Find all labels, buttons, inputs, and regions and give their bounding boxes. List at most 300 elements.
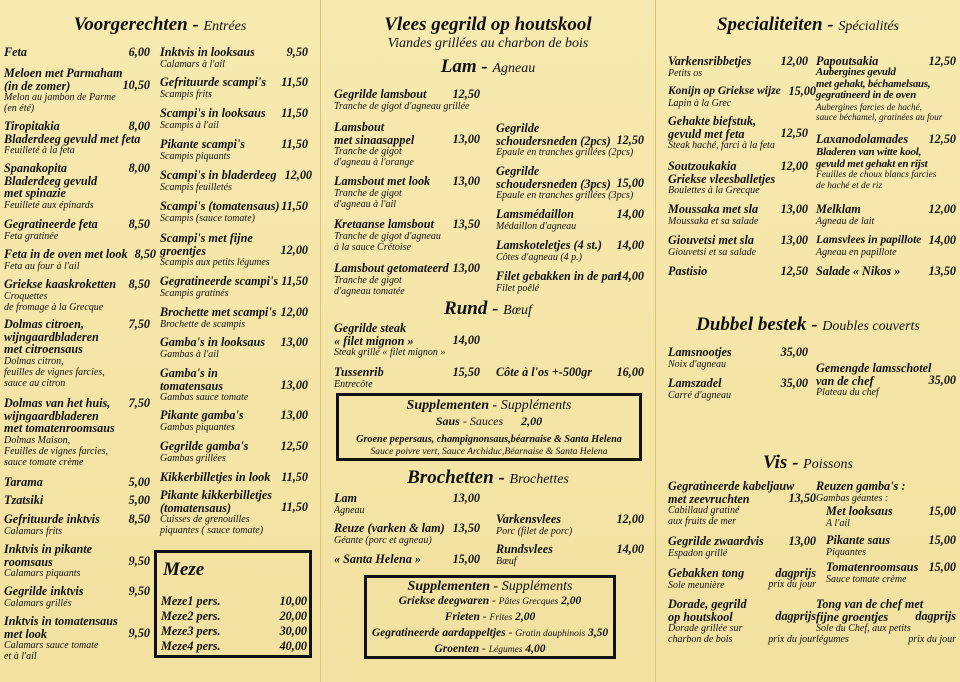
dish: [826, 534, 956, 558]
meze-title: Meze: [163, 559, 205, 580]
dish: [816, 67, 956, 122]
dish-name: Scampi's met fijne groentjes: [160, 231, 253, 258]
sauce-list-fr: Sauce poivre vert, Sauce Archiduc,Béarnaise & Santa Helena: [370, 446, 608, 457]
dish-name: Meze1 pers.: [161, 594, 221, 608]
dish-price: 12,50: [452, 87, 480, 101]
dish: [160, 489, 308, 536]
dish-price: 15,00: [928, 560, 956, 574]
dish-name: Gegrilde schoudersneden (3pcs): [496, 164, 611, 191]
dish-price: 30,00: [279, 624, 307, 638]
dish-price: 13,50: [452, 521, 480, 535]
dish: [668, 377, 808, 401]
dish-name: Lamsvlees in papillote: [816, 234, 922, 246]
sauce-name: Saus: [435, 414, 460, 428]
dish-price: 35,00: [780, 345, 808, 359]
dish-price: 12,00: [280, 305, 308, 319]
dish: [816, 265, 956, 278]
price-of-day: prix du jour: [768, 634, 816, 645]
dish-desc: Calamars grillés: [4, 597, 72, 609]
dish-desc: Gambas grillées: [160, 452, 226, 464]
dish-price: 13,00: [280, 378, 308, 392]
dish-name: Aubergines gevuld met gehakt, béchamelsaus, gegratineerd in de oven: [816, 66, 931, 101]
dish-price: 11,50: [281, 470, 308, 484]
dish-name: Griekse kaaskroketten: [4, 277, 117, 291]
dish-name: Meze3 pers.: [161, 624, 221, 638]
dish: [826, 561, 956, 585]
dish-price: 14,00: [616, 269, 644, 283]
dish: [816, 234, 956, 258]
dish-name: Gegrilde schoudersneden (2pcs): [496, 121, 611, 148]
dish-desc: Piquantes: [826, 546, 866, 558]
dish: [496, 165, 644, 201]
dish-desc: Cabillaud gratiné aux fruits de mer: [668, 505, 740, 527]
dish: [160, 336, 308, 360]
dish: [816, 133, 956, 146]
dish-price: 11,50: [281, 500, 308, 514]
dish-price: 14,00: [616, 238, 644, 252]
supp-name-fr: Pâtes Grecques: [498, 597, 559, 607]
dish-price: 11,50: [281, 199, 308, 213]
dish: [496, 513, 644, 537]
dish-name: Laxanodolamades: [816, 132, 909, 146]
dish-price: 8,00: [128, 161, 150, 175]
dish: [4, 278, 150, 313]
meze-box: [154, 550, 312, 658]
dish-price: 12,00: [928, 202, 956, 216]
dish-price: 12,00: [616, 512, 644, 526]
dish-price: 12,50: [928, 132, 956, 146]
dish-price: 8,50: [128, 277, 150, 291]
sauce-price: 2,00: [521, 414, 543, 428]
dish-price: 13,00: [452, 491, 480, 505]
dish-price: 7,50: [128, 317, 150, 331]
supp-title-nl: Supplementen: [407, 579, 491, 594]
dish-name: Gegrilde steak « filet mignon »: [334, 321, 414, 348]
dish: [160, 471, 308, 484]
dish: [816, 146, 956, 191]
dish: [4, 615, 150, 662]
supplement-line: Griekse deegwaren - Pâtes Grecques 2,00: [398, 595, 582, 607]
dish-desc: Filet poêlé: [496, 282, 540, 294]
brochetten-title-fr: Brochettes: [509, 472, 569, 487]
dish-desc: Sauce tomate crème: [826, 573, 907, 585]
dish-price: 6,00: [128, 45, 150, 59]
lam-title-fr: Agneau: [492, 61, 536, 76]
supp-price: 2,00: [561, 595, 582, 607]
dish-name: Gefrituurde scampi's: [160, 75, 266, 89]
dish-name: « Santa Helena »: [334, 552, 422, 566]
sauce-list-nl: Groene pepersaus, champignonsaus,béarnaise & Santa Helena: [356, 434, 622, 445]
dish: [668, 567, 816, 591]
dish-price: 10,00: [279, 594, 307, 608]
dish: [816, 362, 956, 398]
dish-desc: Scampis piquants: [160, 150, 231, 162]
dish-name: Gegrilde gamba's: [160, 439, 249, 453]
dish-price: 7,50: [128, 396, 150, 410]
dish: [668, 55, 808, 79]
dish-name: Papoutsakia: [816, 54, 879, 68]
dish-desc: Steak haché, farci à la feta: [668, 140, 775, 151]
dish-price: 12,50: [616, 133, 644, 147]
dish: [4, 46, 150, 59]
dish-desc: Calamars piquants: [4, 568, 81, 579]
dish-desc: Feuilles de choux blancs farcies de haché et de riz: [816, 170, 937, 191]
dish-name: Gamba's in looksaus: [160, 335, 265, 349]
dish-price: 5,00: [128, 475, 150, 489]
dish-desc: Géante (porc et agneau): [334, 534, 432, 546]
supplement-line: Groenten - Légumes 4,00: [434, 643, 546, 655]
dish-price: 13,50: [788, 491, 816, 505]
dish-price: 35,00: [780, 376, 808, 390]
dish-name: Tomatenroomsaus: [826, 560, 919, 574]
dish-name: Gegratineerde kabeljauw met zeevruchten: [668, 479, 795, 506]
dish-desc: Scampis aux petits légumes: [160, 257, 270, 268]
dish: [334, 522, 480, 546]
dish-price: dagprijs: [915, 609, 956, 623]
dish-name: Dorade, gegrild op houtskool: [668, 597, 747, 624]
vis-title-fr: Poissons: [803, 457, 853, 472]
dish-name: Moussaka met sla: [668, 202, 759, 216]
dish-desc: Aubergines farcies de haché, sauce béchamel, gratinées au four: [816, 101, 943, 122]
specialiteiten-column: [660, 0, 960, 682]
dish-desc: Croquettes de fromage à la Grecque: [4, 290, 104, 313]
dish-name: Gegrilde inktvis: [4, 584, 84, 598]
dish-desc: Agneau: [334, 504, 365, 516]
dish-desc: Boulettes à la Grecque: [668, 185, 760, 196]
dish: [334, 492, 480, 516]
brochetten-title-nl: Brochetten: [407, 467, 494, 488]
dish: [160, 440, 308, 464]
price-of-day: prix du jour: [768, 579, 816, 590]
dish: [160, 232, 308, 268]
supp-name: Groenten: [434, 643, 480, 655]
dish-price: 12,00: [780, 54, 808, 68]
dish-name: Gemengde lamsschotel van de chef: [816, 361, 932, 388]
fold-line: [655, 0, 656, 682]
dish-name: Lamsbout met sinaasappel: [334, 120, 415, 147]
dish-desc: Médaillon d'agneau: [496, 220, 577, 232]
supp-name: Frieten: [444, 611, 480, 623]
dish: [4, 513, 150, 537]
dish: [160, 367, 308, 403]
section-title: Vlees gegrild op houtskool: [384, 14, 592, 35]
dish-name: Feta in de oven met look: [4, 247, 128, 261]
dish: [816, 480, 956, 504]
dish-price: dagprijs: [775, 609, 816, 623]
dish-price: 15,00: [928, 504, 956, 518]
dish: [334, 366, 480, 390]
supp-title-fr: Suppléments: [501, 579, 573, 594]
dish-price: 13,00: [280, 335, 308, 349]
supplement-line: Frieten - Frites 2,00: [444, 611, 536, 623]
dish-name: Gegratineerde feta: [4, 217, 98, 231]
dish-desc: Entrecôte: [334, 378, 373, 390]
supplement-line: Gegratineerde aardappeltjes - Gratin dauphinois 3,50: [371, 627, 609, 639]
dish: [160, 200, 308, 224]
dish-price: 11,50: [281, 106, 308, 120]
dish-desc: Lapin à la Grec: [668, 97, 732, 109]
dish-desc: Tranche de gigot d'agneau à la sauce Crétoise: [334, 230, 441, 253]
dish-price: 14,00: [616, 542, 644, 556]
dish-price: 20,00: [279, 609, 307, 623]
dish: [4, 543, 150, 579]
dish-name: Inktvis in tomatensaus met look: [4, 614, 118, 641]
dish: [160, 409, 308, 433]
supp-price: 3,50: [588, 627, 609, 639]
dish-name: Spanakopita Bladerdeeg gevuld met spinazie: [4, 161, 98, 200]
dish-name: Gegrilde lamsbout: [334, 87, 427, 101]
dish: [496, 270, 644, 294]
dish: [160, 306, 308, 330]
supp-price: 2,00: [515, 611, 536, 623]
dish-price: 8,50: [134, 247, 156, 261]
dish: [4, 318, 150, 389]
dish: [4, 397, 150, 468]
dish-price: 12,50: [780, 264, 808, 278]
dish-desc: Calamars à l'ail: [160, 58, 225, 70]
dish: [668, 234, 808, 258]
dish-desc: Scampis à l'ail: [160, 119, 219, 131]
supp-title-nl: Supplementen: [406, 398, 490, 413]
dish: [161, 625, 307, 638]
dish-name: Kikkerbilletjes in look: [160, 470, 271, 484]
dish: [668, 85, 816, 109]
dish-price: 12,00: [280, 243, 308, 257]
dish-name: Inktvis in pikante roomsaus: [4, 542, 93, 569]
dish-price: 16,00: [616, 365, 644, 379]
dish-name: Lamsbout getomateerd: [334, 261, 449, 275]
dish: [334, 121, 480, 168]
dish-name: Lamskoteletjes (4 st.): [496, 238, 602, 252]
dish: [334, 88, 480, 112]
dish-desc: Scampis frits: [160, 88, 212, 100]
supp-title-fr: Suppléments: [500, 398, 572, 413]
dish-name: Bladeren van witte kool, gevuld met gehakt en rijst: [816, 146, 928, 170]
dish-name: Lamsmédaillon: [496, 207, 574, 221]
dish-price: 9,50: [286, 45, 308, 59]
brochetten-title: Brochetten - Brochettes: [407, 467, 569, 488]
dish: [496, 366, 644, 379]
dish-name: Kretaanse lamsbout: [334, 217, 434, 231]
dish-price: 12,00: [780, 159, 808, 173]
dish: [826, 505, 956, 529]
dish: [4, 476, 150, 489]
dish: [4, 67, 150, 114]
dish: [668, 160, 808, 196]
dish-name: Feta: [4, 45, 28, 59]
dish: [334, 553, 480, 566]
dish: [668, 598, 816, 645]
rund-title-nl: Rund: [444, 298, 488, 319]
dish: [496, 239, 644, 263]
dish-price: 13,50: [928, 264, 956, 278]
dish-name: Gebakken tong: [668, 566, 745, 580]
dish-desc: Sole meunière: [668, 579, 725, 591]
sauce-line: Saus - Sauces 2,00: [435, 414, 543, 428]
dish-desc: Côtes d'agneau (4 p.): [496, 251, 583, 263]
dish-desc: Agneau de lait: [816, 215, 875, 227]
dish-price: 12,50: [928, 54, 956, 68]
dish: [668, 480, 816, 527]
dish-price: 10,50: [122, 78, 150, 92]
dish-desc: Petits os: [668, 67, 703, 79]
section-subtitle: Viandes grillées au charbon de bois: [387, 36, 589, 51]
dish-price: dagprijs: [775, 566, 816, 580]
dish-desc: Feuilleté à la feta: [4, 145, 75, 156]
supp-price: 4,00: [525, 643, 546, 655]
dubbel-title: Dubbel bestek - Doubles couverts: [696, 314, 920, 335]
price-of-day: prix du jour: [908, 634, 956, 645]
section-title: Voorgerechten - Entrées: [73, 14, 247, 35]
dish-price: 8,50: [128, 217, 150, 231]
dish-price: 14,00: [928, 233, 956, 247]
dish-desc: Brochette de scampis: [160, 318, 246, 330]
dish-name: Konijn op Griekse wijze: [668, 85, 781, 97]
dish: [4, 162, 150, 211]
dish-desc: Carré d'agneau: [668, 389, 731, 401]
dish: [334, 218, 480, 253]
dish-desc: Giouvetsi et sa salade: [668, 246, 757, 258]
dish-desc: Epaule en tranches grillées (2pcs): [496, 147, 634, 158]
dish-name: Met looksaus: [826, 504, 893, 518]
dish-desc: Scampis gratinés: [160, 287, 229, 299]
dish-desc: Cuisses de grenouilles piquantes ( sauce tomate): [160, 514, 264, 536]
dish-name: Pikante scampi's: [160, 137, 245, 151]
dish: [816, 598, 956, 645]
dubbel-title-fr: Doubles couverts: [822, 319, 920, 334]
supplements-title: Supplementen - Suppléments: [407, 579, 573, 594]
dish-name: Melklam: [816, 202, 861, 216]
dish: [4, 585, 150, 609]
dish-name: Gegrilde zwaardvis: [668, 534, 764, 548]
section-title: Specialiteiten - Spécialités: [716, 14, 900, 35]
dish-name: Meze4 pers.: [161, 639, 221, 653]
dish-price: 35,00: [928, 373, 956, 387]
dish-name: Tarama: [4, 475, 43, 489]
dish: [160, 275, 308, 299]
dish-desc: Tranche de gigot d'agneau à l'orange: [334, 146, 414, 168]
dish: [160, 76, 308, 100]
dish-desc: Feuilleté aux épinards: [4, 199, 94, 211]
dish-price: 12,50: [280, 439, 308, 453]
dish-name: Soutzoukakia Griekse vleesballetjes: [668, 159, 776, 186]
dish-desc: Moussaka et sa salade: [668, 215, 759, 227]
dish-desc: Gambas à l'ail: [160, 348, 219, 360]
dish-price: 15,00: [928, 533, 956, 547]
dish-desc: Feta au four à l'ail: [4, 260, 80, 272]
dish-name: Brochette met scampi's: [160, 305, 277, 319]
dish-desc: Gambas géantes :: [816, 492, 889, 504]
dish: [161, 595, 307, 608]
dish-price: 15,50: [452, 365, 480, 379]
dish-desc: Espadon grillé: [668, 547, 728, 559]
dish-price: 9,50: [128, 626, 150, 640]
dish-desc: Tranche de gigot d'agneau grillée: [334, 100, 470, 112]
dish-name: Dolmas van het huis, wijngaardbladeren met tomatenroomsaus: [4, 396, 115, 435]
dish: [160, 107, 308, 131]
dish: [668, 115, 808, 151]
dish-name: Gegratineerde scampi's: [160, 274, 279, 288]
dish-name: Pikante kikkerbilletjes (tomatensaus): [160, 488, 273, 515]
dish-price: 13,00: [452, 174, 480, 188]
dish-name: Côte à l'os +-500gr: [496, 365, 592, 379]
dish-price: 13,00: [452, 261, 480, 275]
dish-name: Pastisio: [668, 264, 708, 278]
dish: [668, 265, 808, 278]
dish: [496, 543, 644, 567]
dish-desc: A l'ail: [826, 517, 850, 529]
dish-name: Gehakte biefstuk, gevuld met feta: [668, 114, 757, 141]
dish-name: Reuze (varken & lam): [334, 521, 445, 535]
dish-name: Rundsvlees: [496, 542, 553, 556]
dish-name: Pikante saus: [826, 533, 890, 547]
dish-desc: Bœuf: [496, 555, 517, 567]
dish-name: Salade « Nikos »: [816, 264, 901, 278]
dish-name: Dolmas citroen, wijngaardbladeren met citroensaus: [4, 317, 99, 356]
dish: [161, 610, 307, 623]
section-title-fr: Spécialités: [838, 19, 900, 34]
dish: [816, 203, 956, 227]
dish-desc: Gambas piquantes: [160, 421, 235, 433]
dish-desc: Tranche de gigot d'agneau tomatée: [334, 274, 405, 297]
voorgerechten-column: [0, 0, 318, 682]
sauce-name-fr: Sauces: [469, 414, 504, 428]
dish: [160, 169, 312, 193]
dish-desc: Noix d'agneau: [668, 358, 726, 370]
dish-name: Varkensribbetjes: [668, 54, 752, 68]
dish-price: 12,50: [780, 126, 808, 140]
dish: [668, 203, 808, 227]
dish-desc: Scampis feuilletés: [160, 181, 232, 193]
dish-desc: Porc (filet de porc): [496, 525, 573, 537]
dish-desc: Gambas sauce tomate: [160, 392, 249, 403]
dish-name: Filet gebakken in de pan: [496, 269, 621, 283]
dish-desc: Dolmas citron, feuilles de vignes farcies, sauce au citron: [4, 355, 105, 389]
dish: [334, 175, 480, 210]
dish-price: 13,00: [780, 233, 808, 247]
dish: [496, 208, 644, 232]
dish-price: 14,00: [616, 207, 644, 221]
vis-title-nl: Vis: [763, 452, 788, 473]
rund-title: Rund - Bœuf: [444, 298, 532, 319]
dish: [334, 322, 480, 358]
dish-desc: Calamars frits: [4, 525, 63, 537]
dish-price: 12,00: [284, 168, 312, 182]
dish: [496, 122, 644, 158]
dish-name: Gefrituurde inktvis: [4, 512, 100, 526]
dish-price: 13,00: [788, 534, 816, 548]
dish-name: Scampi's (tomatensaus): [160, 199, 280, 213]
dish-name: Lamsbout met look: [334, 174, 431, 188]
dish-desc: Dorade grillée sur charbon de bois: [668, 623, 743, 645]
vlees-column: [324, 0, 652, 682]
dish-name: Meloen met Parmaham (in de zomer): [4, 66, 123, 93]
dish-name: Giouvetsi met sla: [668, 233, 754, 247]
dish-desc: Steak grillé « filet mignon »: [334, 347, 446, 358]
supplements-box: [364, 575, 616, 659]
dish-desc: Plateau du chef: [816, 387, 879, 398]
dish-name: Meze2 pers.: [161, 609, 221, 623]
dish-name: Lamsnootjes: [668, 345, 732, 359]
dish-desc: Agneau en papillote: [816, 246, 897, 258]
dish-name: Tzatsiki: [4, 493, 44, 507]
dish-desc: Calamars sauce tomate et à l'ail: [4, 640, 99, 662]
dish-name: Scampi's in bladerdeeg: [160, 168, 277, 182]
rund-title-fr: Bœuf: [503, 303, 532, 318]
dish-name: Reuzen gamba's :: [816, 479, 906, 493]
dish-price: 11,50: [281, 75, 308, 89]
dish-name: Tiropitakia Bladerdeeg gevuld met feta: [4, 119, 141, 146]
